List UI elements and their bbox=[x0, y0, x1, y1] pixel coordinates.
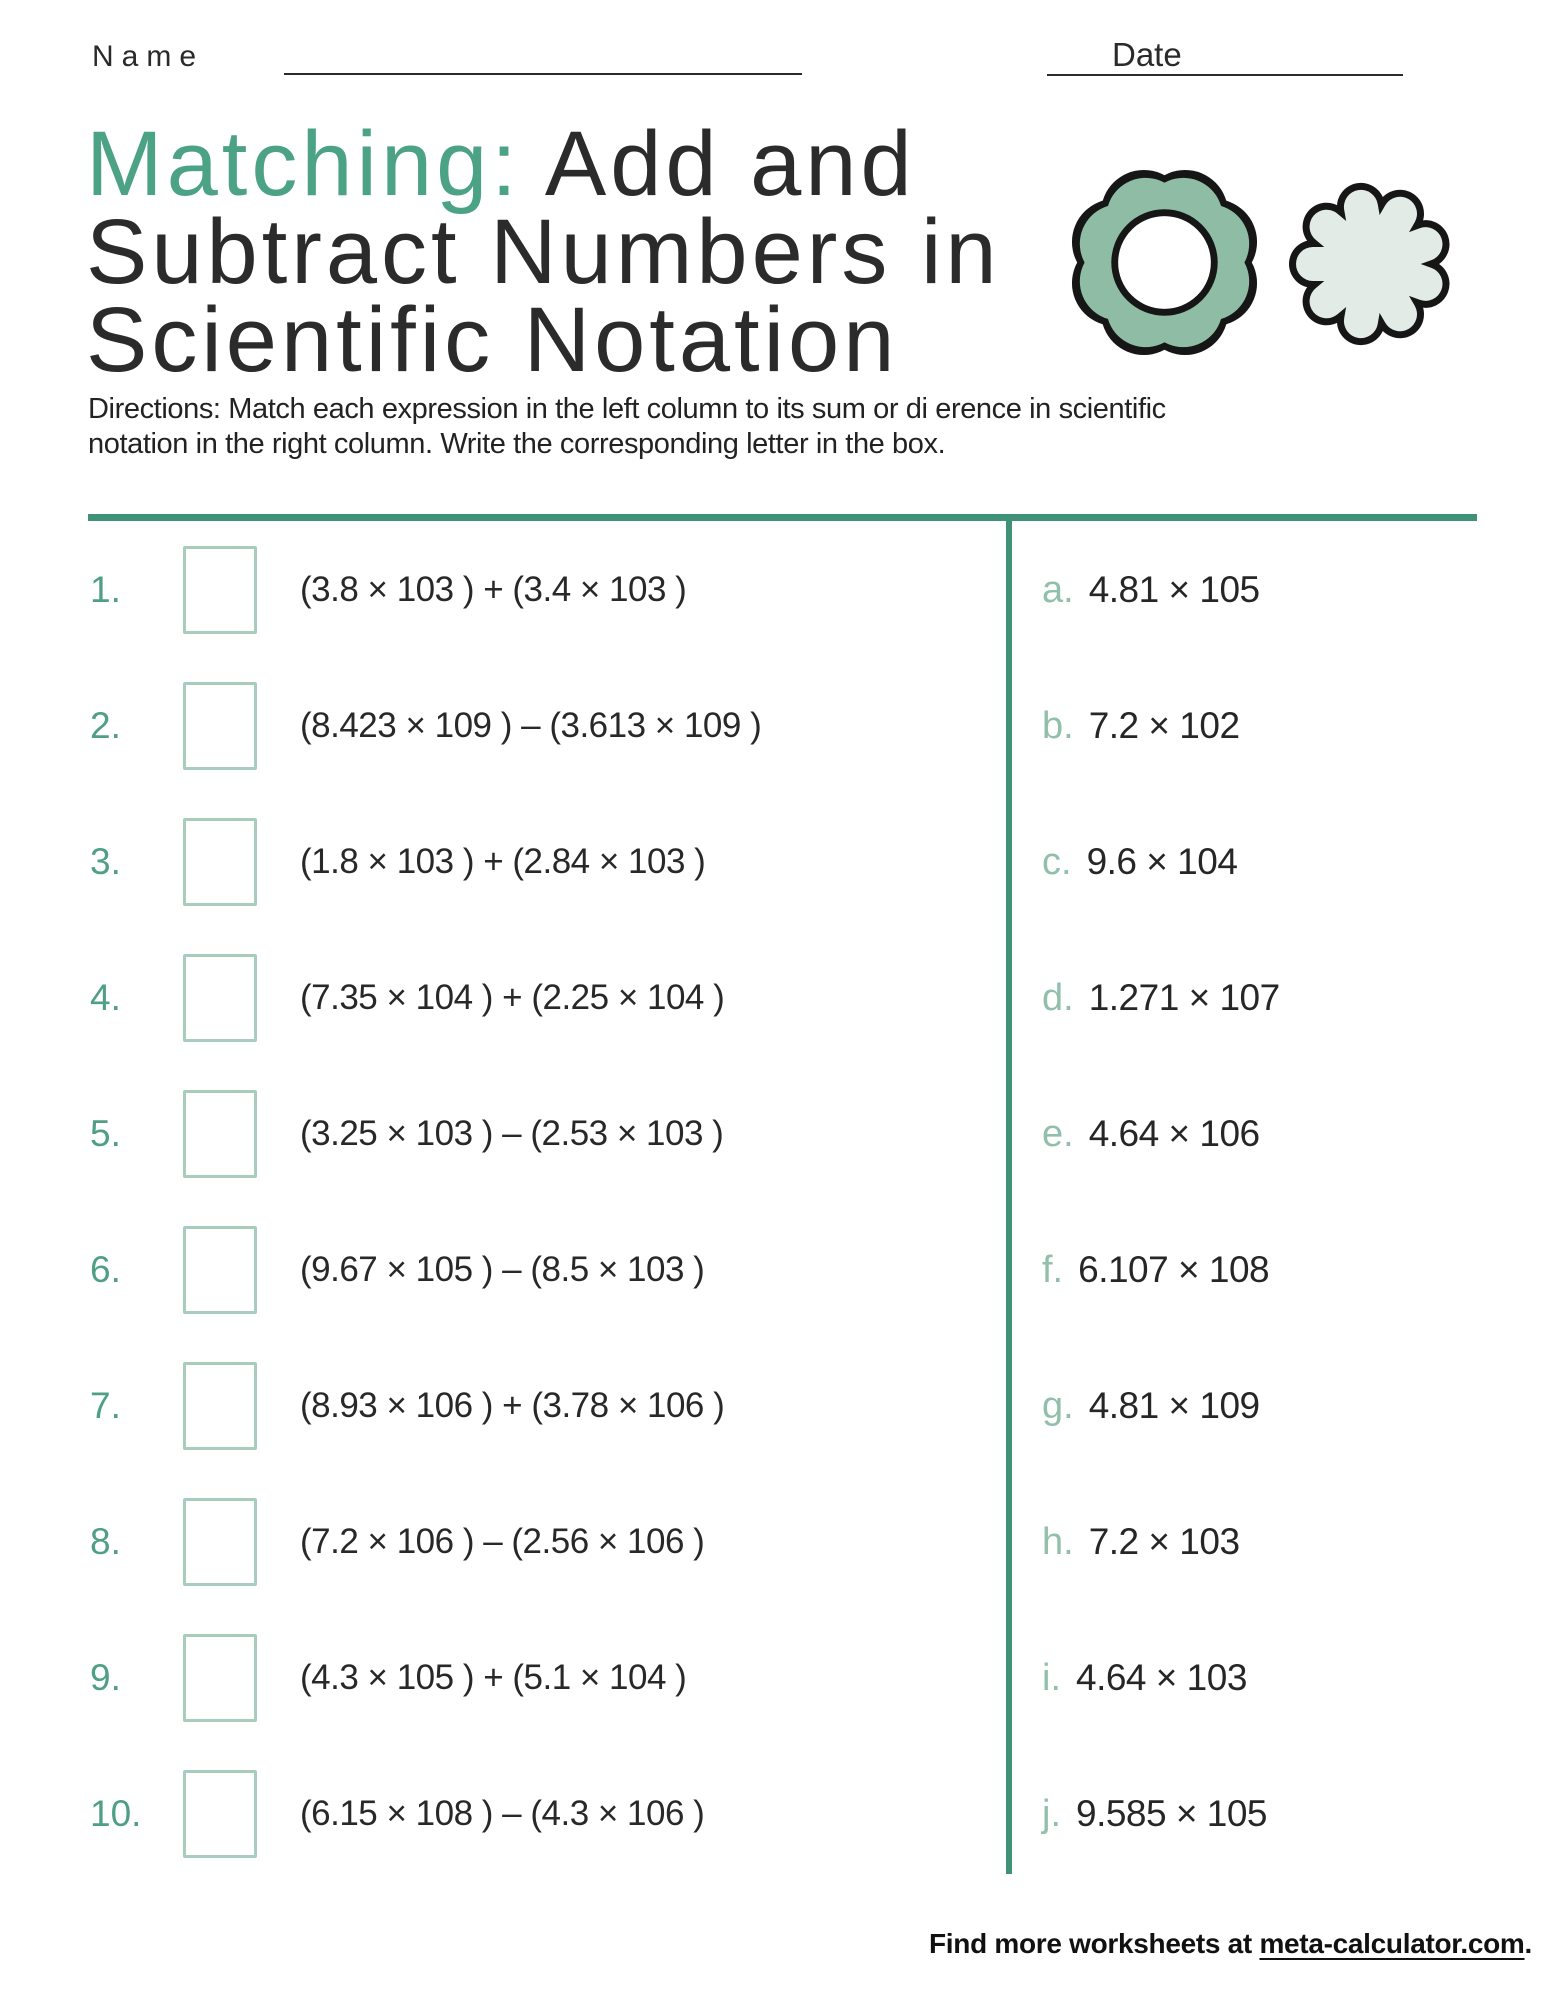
problem-number: 5. bbox=[90, 1113, 121, 1154]
answer-box[interactable] bbox=[183, 1498, 257, 1586]
title-highlight: Matching: bbox=[86, 113, 521, 215]
answer-option bbox=[1042, 540, 1260, 640]
answer-option bbox=[1042, 948, 1280, 1048]
problem-expression: (8.93 × 106 ) + (3.78 × 106 ) bbox=[300, 1386, 725, 1425]
answer-option bbox=[1042, 1764, 1267, 1864]
answer-letter: g. bbox=[1042, 1384, 1074, 1427]
answer-box[interactable] bbox=[183, 1226, 257, 1314]
problem-row bbox=[88, 1356, 1000, 1456]
problem-row bbox=[88, 1628, 1000, 1728]
problem-number: 1. bbox=[90, 569, 121, 610]
problem-expression: (3.8 × 103 ) + (3.4 × 103 ) bbox=[300, 570, 687, 609]
answer-option bbox=[1042, 1220, 1269, 1320]
problem-expression: (7.2 × 106 ) – (2.56 × 106 ) bbox=[300, 1522, 705, 1561]
problem-number: 6. bbox=[90, 1249, 121, 1290]
problem-row bbox=[88, 1084, 1000, 1184]
problem-expression: (4.3 × 105 ) + (5.1 × 104 ) bbox=[300, 1658, 687, 1697]
answer-value: 9.585 × 105 bbox=[1076, 1793, 1267, 1834]
answer-box[interactable] bbox=[183, 1090, 257, 1178]
answer-value: 7.2 × 103 bbox=[1088, 1521, 1240, 1562]
answer-letter: d. bbox=[1042, 976, 1074, 1019]
starburst-icon bbox=[1283, 176, 1459, 352]
problem-number: 2. bbox=[90, 705, 121, 746]
footer-period: . bbox=[1524, 1928, 1532, 1959]
answer-value: 4.64 × 103 bbox=[1076, 1657, 1247, 1698]
problem-row bbox=[88, 540, 1000, 640]
problem-number: 4. bbox=[90, 977, 121, 1018]
answer-letter: c. bbox=[1042, 840, 1072, 883]
title-line1-rest: Add and bbox=[544, 113, 916, 215]
problem-number: 7. bbox=[90, 1385, 121, 1426]
answer-box[interactable] bbox=[183, 546, 257, 634]
answer-letter: j. bbox=[1042, 1792, 1061, 1835]
answer-box[interactable] bbox=[183, 1634, 257, 1722]
date-blank-line[interactable] bbox=[1047, 74, 1403, 76]
title-line-3: Scientific Notation bbox=[86, 289, 899, 391]
answer-box[interactable] bbox=[183, 1362, 257, 1450]
answer-box[interactable] bbox=[183, 682, 257, 770]
vertical-divider bbox=[1006, 514, 1012, 1874]
answer-value: 4.64 × 106 bbox=[1088, 1113, 1260, 1154]
answer-letter: h. bbox=[1042, 1520, 1074, 1563]
answer-option bbox=[1042, 1492, 1240, 1592]
footer-text: Find more worksheets at bbox=[928, 1928, 1260, 1959]
name-blank-line[interactable] bbox=[284, 73, 802, 75]
problem-number: 8. bbox=[90, 1521, 121, 1562]
directions bbox=[88, 392, 1166, 462]
problem-row bbox=[88, 1492, 1000, 1592]
date-label: Date bbox=[1112, 36, 1182, 73]
problem-row bbox=[88, 948, 1000, 1048]
answer-option bbox=[1042, 676, 1240, 776]
directions-line-2: notation in the right column. Write the corresponding letter in the box. bbox=[88, 428, 946, 460]
answer-letter: b. bbox=[1042, 704, 1074, 747]
title-line-1 bbox=[86, 113, 1001, 215]
problem-row bbox=[88, 1764, 1000, 1864]
answer-box[interactable] bbox=[183, 954, 257, 1042]
problem-number: 10. bbox=[90, 1793, 142, 1834]
flower-icon bbox=[1062, 160, 1267, 365]
answer-box[interactable] bbox=[183, 1770, 257, 1858]
problem-expression: (7.35 × 104 ) + (2.25 × 104 ) bbox=[300, 978, 725, 1017]
answer-value: 7.2 × 102 bbox=[1088, 705, 1240, 746]
problem-row bbox=[88, 812, 1000, 912]
problem-row bbox=[88, 676, 1000, 776]
footer bbox=[929, 1928, 1532, 1960]
problem-row bbox=[88, 1220, 1000, 1320]
problem-expression: (1.8 × 103 ) + (2.84 × 103 ) bbox=[300, 842, 706, 881]
answer-option bbox=[1042, 1628, 1247, 1728]
answer-letter: e. bbox=[1042, 1112, 1074, 1155]
answer-letter: i. bbox=[1042, 1656, 1061, 1699]
answer-letter: a. bbox=[1042, 568, 1074, 611]
directions-line-1: Directions: Match each expression in the left column to its sum or di erence in scientific bbox=[88, 393, 1166, 425]
answer-value: 4.81 × 105 bbox=[1088, 569, 1260, 610]
problem-expression: (3.25 × 103 ) – (2.53 × 103 ) bbox=[300, 1114, 724, 1153]
horizontal-divider bbox=[88, 514, 1477, 521]
answer-box[interactable] bbox=[183, 818, 257, 906]
answer-letter: f. bbox=[1042, 1248, 1064, 1291]
answer-option bbox=[1042, 1356, 1260, 1456]
problem-number: 3. bbox=[90, 841, 121, 882]
answer-value: 9.6 × 104 bbox=[1086, 841, 1238, 882]
page-title bbox=[86, 113, 1001, 391]
problem-expression: (8.423 × 109 ) – (3.613 × 109 ) bbox=[300, 706, 762, 745]
answer-value: 4.81 × 109 bbox=[1088, 1385, 1260, 1426]
title-line-2: Subtract Numbers in bbox=[86, 201, 1001, 303]
name-label: Name bbox=[92, 40, 205, 73]
footer-link[interactable]: meta-calculator.com bbox=[1259, 1928, 1525, 1959]
problem-number: 9. bbox=[90, 1657, 121, 1698]
problem-expression: (9.67 × 105 ) – (8.5 × 103 ) bbox=[300, 1250, 705, 1289]
answer-option bbox=[1042, 1084, 1260, 1184]
answer-option bbox=[1042, 812, 1237, 912]
answer-value: 1.271 × 107 bbox=[1088, 977, 1280, 1018]
problem-expression: (6.15 × 108 ) – (4.3 × 106 ) bbox=[300, 1794, 705, 1833]
answer-value: 6.107 × 108 bbox=[1078, 1249, 1270, 1290]
